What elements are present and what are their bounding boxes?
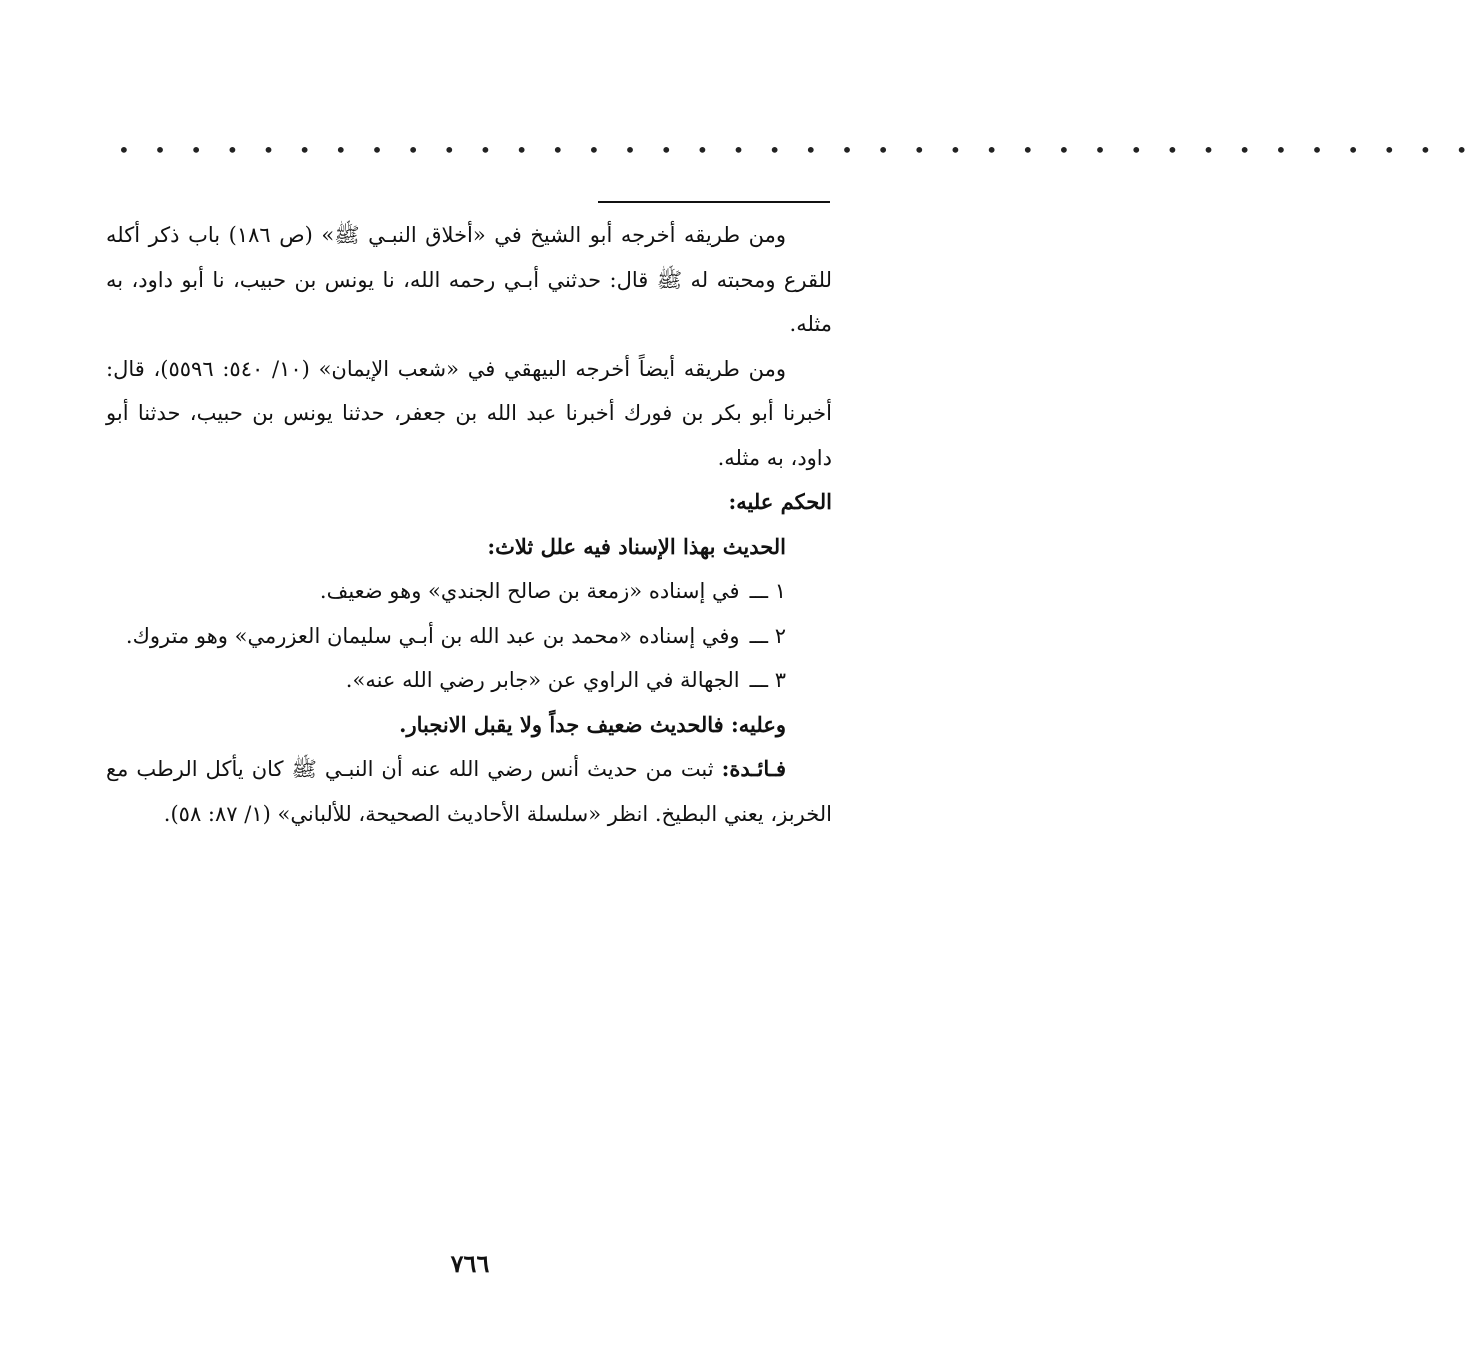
dotted-separator: • • • • • • • • • • • • • • • • • • • • • • • • • • • • • • • • • • • • • • bbox=[118, 138, 1477, 162]
benefit-paragraph bbox=[106, 747, 832, 836]
cause-item-3 bbox=[106, 658, 832, 703]
paragraph-bayhaqi: ومن طريقه أيضاً أخرجه البيهقي في «شعب الإيمان» (١٠/ ٥٤٠: ٥٥٩٦)، قال: أخبرنا أبو بكر بن فورك أخبرنا عبد الله بن جعفر، حدثنا يونس بن حبيب، حدثنا أبو داود، به مثله. bbox=[106, 356, 832, 470]
cause-item-2 bbox=[106, 614, 832, 659]
conclusion: وعليه: فالحديث ضعيف جداً ولا يقبل الانجبار. bbox=[399, 711, 786, 737]
ruling-heading: الحكم عليه: bbox=[728, 489, 832, 514]
cause-text: في إسناده «زمعة بن صالح الجندي» وهو ضعيف. bbox=[319, 579, 740, 603]
cause-number: ١ ـــ bbox=[749, 579, 786, 603]
cause-number: ٣ ـــ bbox=[749, 668, 786, 692]
cause-text: الجهالة في الراوي عن «جابر رضي الله عنه». bbox=[345, 668, 740, 692]
cause-number: ٢ ـــ bbox=[749, 623, 786, 648]
paragraph-abu-shaykh: ومن طريقه أخرجه أبو الشيخ في «أخلاق النبـي ﷺ» (ص ١٨٦) باب ذكر أكله للقرع ومحبته له ﷺ قال: حدثني أبـي رحمه الله، نا يونس بن حبيب، نا أبو داود، به مثله. bbox=[106, 223, 832, 336]
cause-text: وفي إسناده «محمد بن عبد الله بن أبـي سليمان العزرمي» وهو متروك. bbox=[125, 623, 740, 648]
benefit-text: ثبت من حديث أنس رضي الله عنه أن النبـي ﷺ كان يأكل الرطب مع الخربز، يعني البطيخ. انظر «سلسلة الأحاديث الصحيحة، للألباني» (١/ ٨٧: ٥٨). bbox=[106, 757, 832, 826]
benefit-label: فـائـدة: bbox=[721, 756, 786, 781]
causes-intro: الحديث بهذا الإسناد فيه علل ثلاث: bbox=[487, 533, 786, 559]
footnote-rule bbox=[598, 201, 830, 203]
cause-item-1 bbox=[106, 569, 832, 614]
footnote-content bbox=[106, 213, 832, 836]
page-number: ٧٦٦ bbox=[450, 1249, 490, 1278]
